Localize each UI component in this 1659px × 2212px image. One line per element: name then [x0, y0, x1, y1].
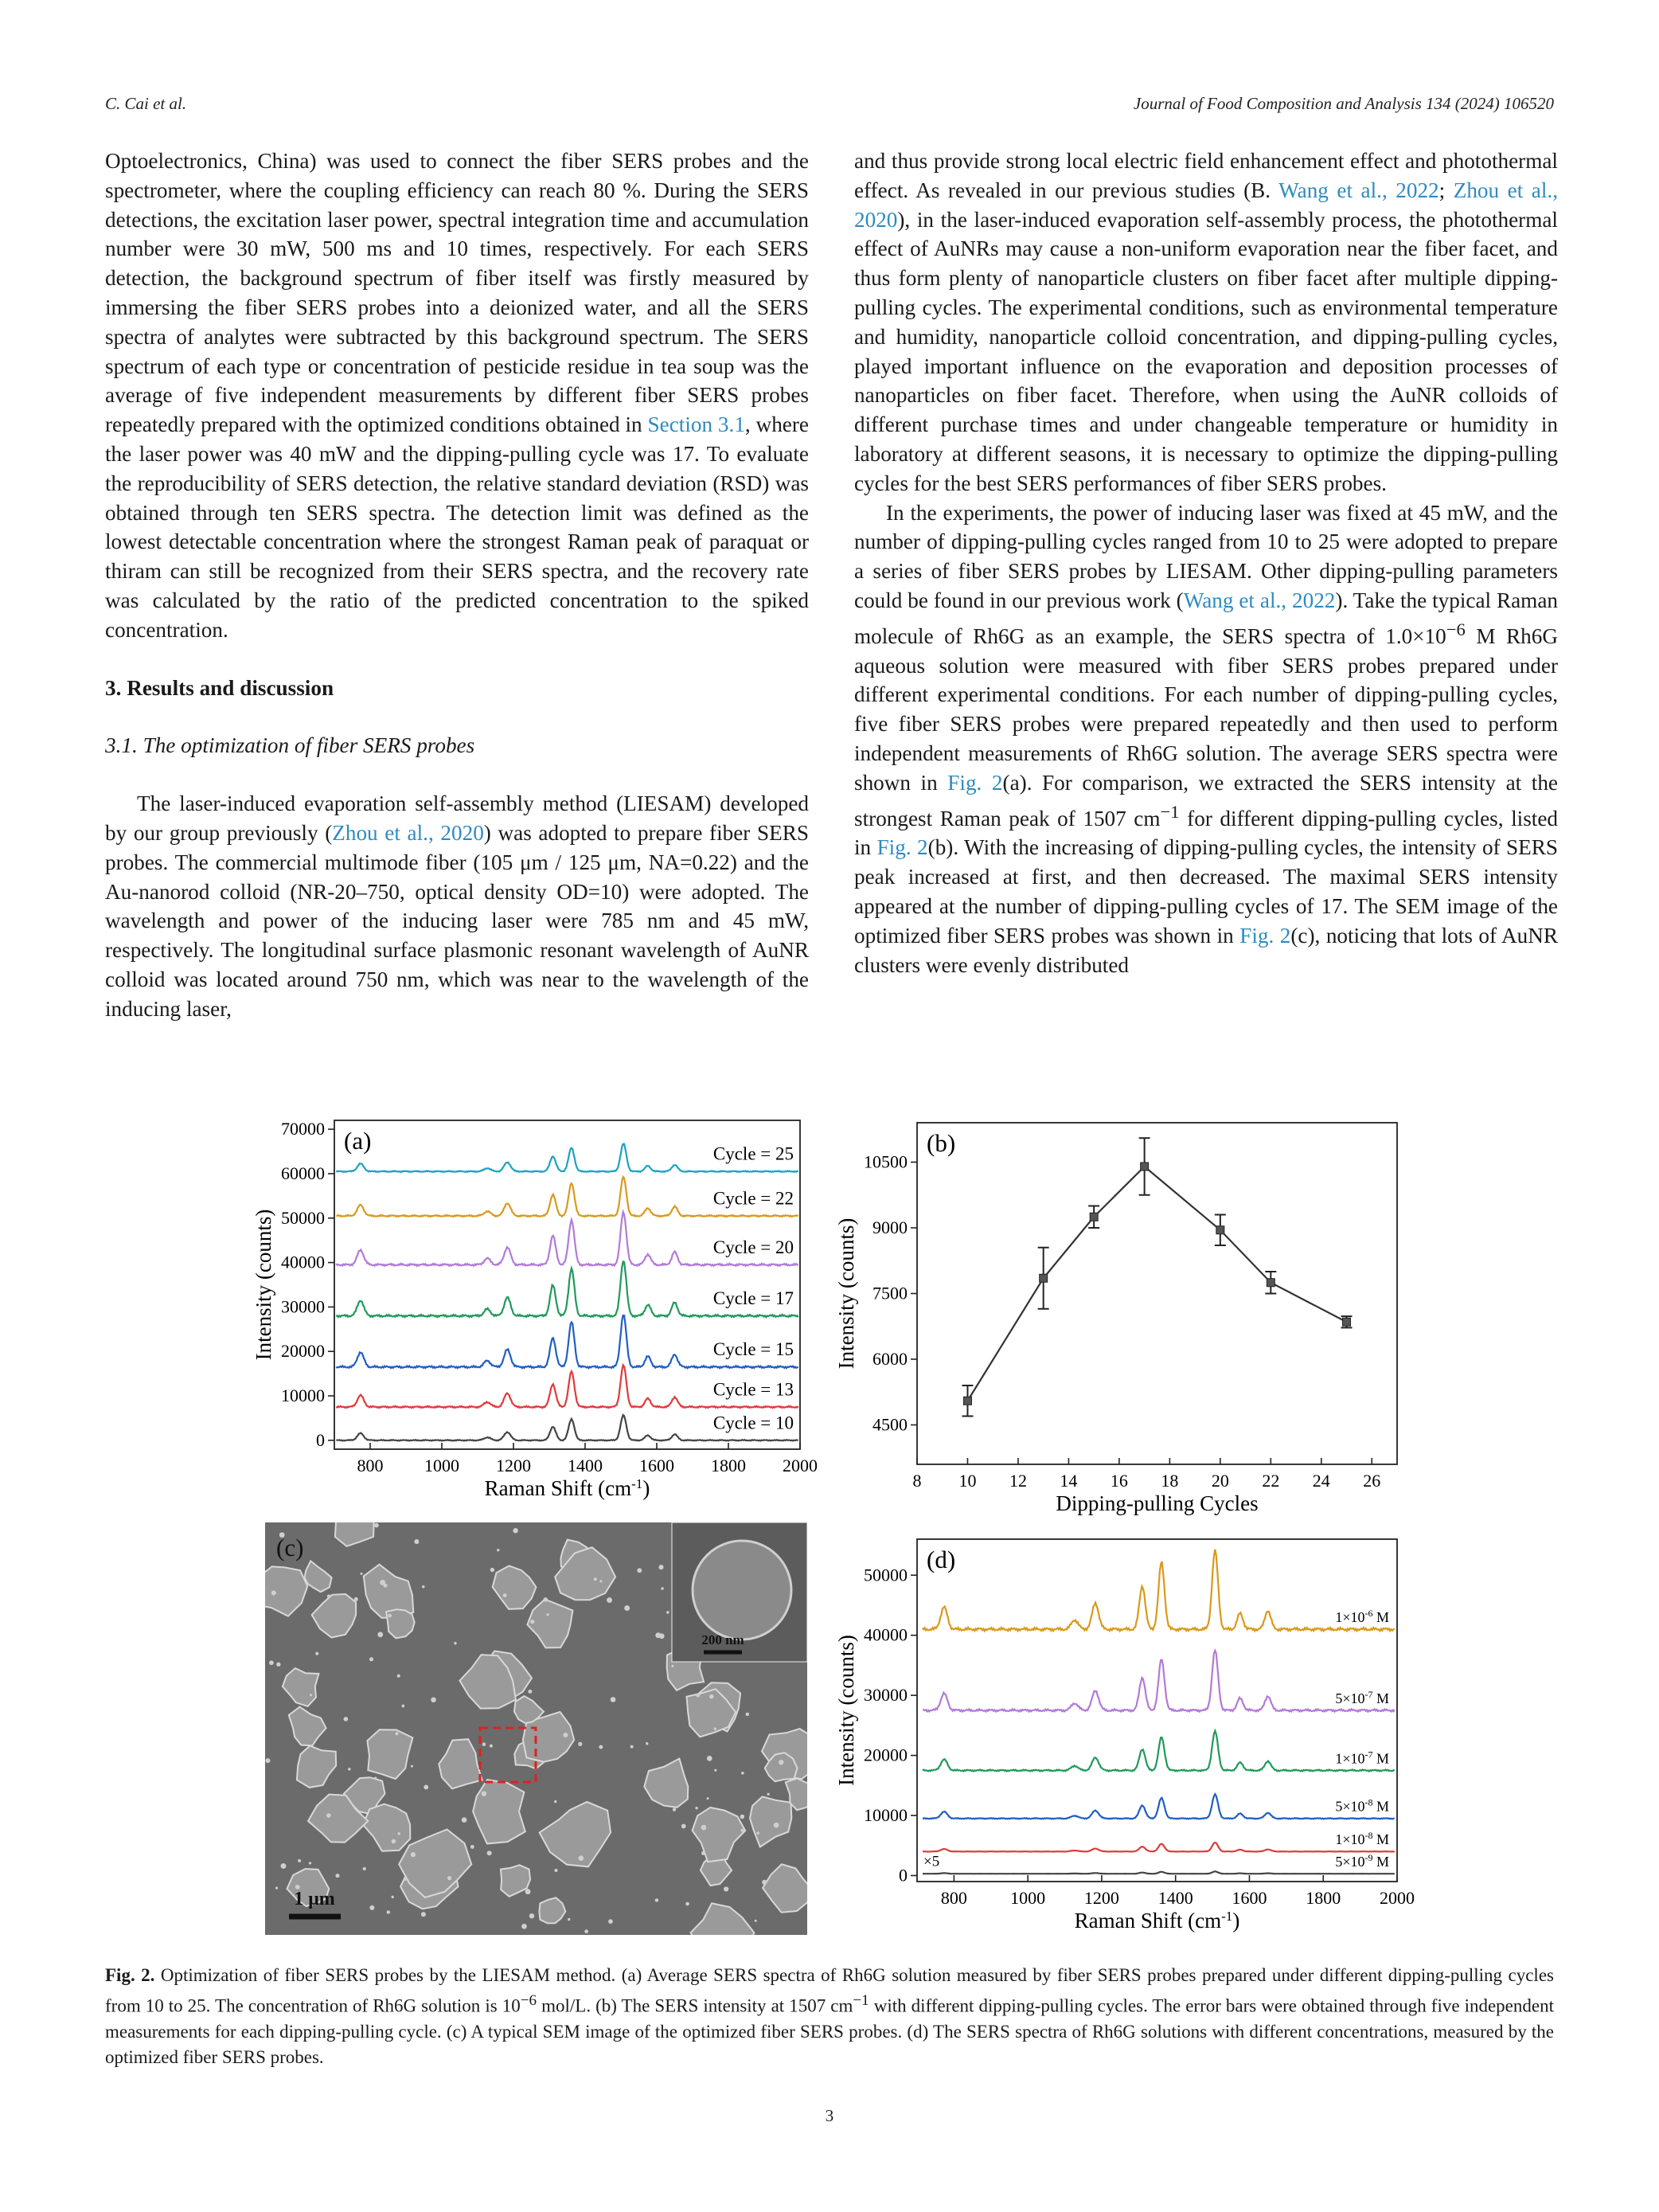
- x-tick-label: 1800: [1306, 1888, 1341, 1908]
- series-label: Cycle = 10: [712, 1413, 794, 1433]
- x-tick-label: 800: [940, 1888, 967, 1908]
- x-axis-label: Dipping-pulling Cycles: [1056, 1491, 1259, 1515]
- spectrum-line: [923, 1651, 1395, 1712]
- paragraph-experiments: In the experiments, the power of inducing laser was fixed at 45 mW, and the number of dipping-pulling cycles ranged from 10 to 25 were adopted to prepare a series of fiber SERS probes by LIESAM. Other dipping-pulling parameters could be found in our previous work (Wang et al., 2022). Take the typical Raman molecule of Rh6G as an example, the SERS spectra of $1.0\times 10^{-6}$ M Rh6G aqueous solution were measured with fiber SERS probes prepared under different experimental conditions. For each number of dipping-pulling cycles, five fiber SERS probes were prepared repeatedly and then used to perform independent measurements of Rh6G solution. The average SERS spectra were shown in Fig. 2(a). For comparison, we extracted the SERS intensity at the strongest Raman peak of 1507 $cm^{-1}$ for different dipping-pulling cycles, listed in Fig. 2(b). With the increasing of dipping-pulling cycles, the intensity of SERS peak increased at first, and then decreased. The maximal SERS intensity appeared at the number of dipping-pulling cycles of 17. The SEM image of the optimized fiber SERS probes was shown in Fig. 2(c), noticing that lots of AuNR clusters were evenly distributed: [854, 500, 1558, 977]
- sem-image: [265, 1522, 807, 1935]
- x-tick-label: 2000: [783, 1456, 818, 1475]
- link-wang-2022[interactable]: Wang et al., 2022: [1278, 178, 1439, 202]
- particle-dot: [401, 1705, 404, 1708]
- x-axis-label: Raman Shift $(cm^{-1})$: [484, 1475, 650, 1500]
- y-tick-label: 30000: [281, 1296, 325, 1317]
- particle-dot: [490, 1745, 493, 1748]
- particle-dot: [377, 1632, 383, 1637]
- particle-dot: [655, 1632, 661, 1638]
- x-tick-label: 1400: [1157, 1888, 1193, 1908]
- particle-dot: [454, 1642, 456, 1644]
- y-tick-label: 10500: [864, 1151, 908, 1172]
- particle-dot: [530, 1620, 534, 1624]
- trend-line: [967, 1167, 1346, 1401]
- spectrum-line: [923, 1843, 1395, 1852]
- particle-dot: [310, 1694, 312, 1696]
- data-point: [1343, 1318, 1351, 1326]
- y-axis-label: Intensity (counts): [834, 1217, 858, 1370]
- particle-dot: [774, 1823, 779, 1828]
- particle-dot: [335, 1874, 339, 1878]
- particle-dot: [599, 1580, 602, 1582]
- y-tick-label: 50000: [281, 1207, 325, 1228]
- particle-dot: [767, 1793, 769, 1796]
- particle-dot: [707, 1756, 712, 1761]
- particle-dot: [563, 1733, 568, 1737]
- particle-dot: [281, 1863, 287, 1869]
- inset-cluster: [693, 1541, 791, 1639]
- particle-dot: [756, 1831, 759, 1835]
- y-tick-label: 50000: [864, 1565, 908, 1585]
- panel-label: (b): [927, 1129, 956, 1157]
- data-point: [1040, 1274, 1048, 1282]
- particle-dot: [374, 1777, 377, 1780]
- series-label: Cycle = 15: [712, 1339, 794, 1360]
- link-fig-2[interactable]: Fig. 2: [947, 770, 1003, 795]
- particle-dot: [695, 1807, 697, 1809]
- particle-dot: [584, 1929, 588, 1933]
- particle-dot: [685, 1902, 689, 1906]
- particle-dot: [755, 1920, 757, 1922]
- particle-dot: [315, 1652, 318, 1655]
- particle-dot: [740, 1815, 745, 1819]
- data-point: [1141, 1163, 1149, 1170]
- series-label: Cycle = 20: [712, 1237, 794, 1257]
- spectra-chart-a: [239, 1111, 828, 1521]
- particle-dot: [681, 1824, 686, 1829]
- particle-dot: [746, 1713, 749, 1716]
- y-tick-label: 10000: [281, 1385, 325, 1406]
- particle-dot: [369, 1657, 373, 1661]
- particle-dot: [521, 1924, 527, 1929]
- spectrum-line: [923, 1550, 1395, 1632]
- particle-dot: [497, 1549, 499, 1551]
- particle-dot: [397, 1675, 400, 1678]
- particle-dot: [348, 1768, 350, 1770]
- scale-note: ×5: [923, 1853, 940, 1870]
- y-tick-label: 0: [316, 1429, 325, 1450]
- particle-dot: [578, 1855, 584, 1861]
- particle-dot: [709, 1694, 713, 1698]
- x-tick-label: 18: [1161, 1471, 1179, 1491]
- particle-dot: [414, 1539, 419, 1544]
- subsection-title: 3.1. The optimization of fiber SERS probes: [105, 733, 475, 758]
- particle-dot: [578, 1742, 582, 1746]
- spectrum-line: [923, 1794, 1395, 1819]
- data-point: [1267, 1279, 1275, 1287]
- particle-dot: [482, 1791, 486, 1796]
- figure-panel-c-sem-image: [265, 1522, 807, 1935]
- x-tick-label: 20: [1211, 1471, 1229, 1491]
- particle-dot: [392, 1839, 396, 1844]
- series-label: $1\times 10^{-6}$ M: [1335, 1608, 1389, 1626]
- section-title: 3. Results and discussion: [105, 675, 334, 700]
- y-tick-label: 60000: [281, 1163, 325, 1183]
- y-tick-label: 7500: [872, 1283, 908, 1303]
- y-tick-label: 70000: [281, 1119, 325, 1139]
- particle-dot: [363, 1867, 366, 1870]
- x-tick-label: 16: [1110, 1471, 1128, 1491]
- series-label: $5\times 10^{-8}$ M: [1335, 1796, 1389, 1815]
- x-tick-label: 10: [958, 1471, 977, 1491]
- particle-dot: [630, 1745, 634, 1749]
- x-tick-label: 8: [912, 1471, 922, 1491]
- particle-dot: [360, 1573, 362, 1575]
- link-fig-2[interactable]: Fig. 2: [1239, 923, 1291, 948]
- particle-dot: [447, 1876, 451, 1880]
- particle-dot: [529, 1913, 535, 1919]
- series-label: Cycle = 25: [712, 1143, 794, 1164]
- particle-dot: [528, 1690, 532, 1694]
- left-column: [105, 147, 809, 1024]
- x-tick-label: 1000: [1010, 1888, 1046, 1908]
- spectrum-line: [923, 1871, 1395, 1874]
- data-point: [963, 1397, 971, 1405]
- x-tick-label: 14: [1060, 1471, 1078, 1491]
- series-label: $5\times 10^{-7}$ M: [1335, 1688, 1389, 1706]
- particle-dot: [269, 1660, 274, 1665]
- particle-dot: [554, 1869, 557, 1872]
- x-tick-label: 2000: [1380, 1888, 1415, 1908]
- particle-dot: [724, 1886, 728, 1891]
- series-label: $5\times 10^{-9}$ M: [1335, 1852, 1389, 1870]
- particle-dot: [490, 1568, 494, 1572]
- particle-dot: [276, 1663, 280, 1667]
- particle-dot: [666, 1611, 669, 1614]
- particle-dot: [594, 1577, 597, 1581]
- link-fig-2[interactable]: Fig. 2: [876, 835, 928, 860]
- particle-dot: [388, 1614, 392, 1618]
- particle-dot: [741, 1772, 744, 1775]
- particle-dot: [421, 1912, 426, 1917]
- particle-dot: [646, 1742, 648, 1745]
- particle-dot: [271, 1590, 276, 1595]
- particle-dot: [762, 1880, 767, 1885]
- x-tick-label: 1600: [639, 1456, 674, 1475]
- particle-dot: [608, 1919, 613, 1924]
- particle-dot: [701, 1851, 705, 1855]
- series-label: Cycle = 13: [712, 1379, 794, 1400]
- series-label: Cycle = 22: [712, 1188, 794, 1209]
- particle-dot: [658, 1565, 663, 1569]
- figure-caption: Fig. 2. Optimization of fiber SERS probes by the LIESAM method. (a) Average SERS spectra of Rh6G solution measured by fiber SERS probes prepared under different dipping-pulling cycles from 10 to 25. The concentration of Rh6G solution is $10^{-6}$ mol/L. (b) The SERS intensity at 1507 $cm^{-1}$ with different dipping-pulling cycles. The error bars were obtained through five independent measurements for each dipping-pulling cycle. (c) A typical SEM image of the optimized fiber SERS probes. (d) The SERS spectra of Rh6G solutions with different concentrations, measured by the optimized fiber SERS probes.: [105, 1965, 1554, 2067]
- particle-dot: [298, 1859, 301, 1862]
- particle-dot: [374, 1523, 379, 1528]
- particle-dot: [397, 1832, 400, 1835]
- x-tick-label: 12: [1009, 1471, 1027, 1491]
- concentration-spectra-chart: [820, 1525, 1425, 1939]
- particle-dot: [411, 1765, 413, 1768]
- inset-scale-label: 200 nm: [701, 1632, 744, 1647]
- x-axis-label: Raman Shift $(cm^{-1})$: [1074, 1908, 1240, 1933]
- x-tick-label: 1000: [424, 1456, 459, 1475]
- particle-dot: [661, 1587, 664, 1590]
- particle-dot: [554, 1800, 556, 1803]
- x-tick-label: 1800: [711, 1456, 746, 1475]
- running-header-journal: Journal of Food Composition and Analysis 134 (2024) 106520: [1133, 94, 1554, 113]
- x-tick-label: 1200: [496, 1456, 531, 1475]
- particle-dot: [701, 1825, 707, 1831]
- particle-dot: [422, 1585, 425, 1589]
- particle-dot: [624, 1605, 630, 1611]
- particle-dot: [431, 1698, 436, 1703]
- particle-dot: [696, 1693, 700, 1697]
- particle-dot: [673, 1808, 676, 1811]
- particle-dot: [387, 1910, 390, 1913]
- particle-dot: [424, 1785, 428, 1790]
- particle-dot: [544, 1597, 548, 1602]
- x-tick-label: 1600: [1232, 1888, 1267, 1908]
- particle-dot: [546, 1613, 548, 1616]
- x-tick-label: 26: [1363, 1471, 1381, 1491]
- y-axis-label: Intensity (counts): [834, 1635, 858, 1786]
- page-number: 3: [825, 2106, 834, 2125]
- x-tick-label: 24: [1312, 1471, 1330, 1491]
- particle-dot: [344, 1717, 349, 1722]
- particle-dot: [611, 1697, 616, 1702]
- particle-dot: [714, 1769, 716, 1772]
- y-tick-label: 40000: [864, 1624, 908, 1645]
- spectrum-line: [923, 1731, 1395, 1772]
- particle-dot: [707, 1797, 709, 1800]
- y-tick-label: 40000: [281, 1252, 325, 1272]
- particle-dot: [354, 1597, 358, 1601]
- particle-dot: [513, 1528, 517, 1533]
- particle-dot: [470, 1845, 474, 1849]
- particle-dot: [404, 1877, 408, 1881]
- particle-dot: [568, 1918, 570, 1921]
- particle-dot: [503, 1593, 507, 1597]
- series-label: $1\times 10^{-7}$ M: [1335, 1749, 1389, 1767]
- right-column: [854, 147, 1558, 979]
- particle-dot: [779, 1760, 783, 1765]
- panel-label: (a): [344, 1127, 372, 1155]
- particle-dot: [395, 1732, 398, 1735]
- panel-label: (d): [927, 1546, 956, 1573]
- y-tick-label: 10000: [864, 1805, 908, 1826]
- y-tick-label: 20000: [281, 1341, 325, 1362]
- y-tick-label: 9000: [872, 1217, 908, 1237]
- particle-dot: [482, 1742, 486, 1745]
- particle-dot: [326, 1813, 331, 1818]
- particle-dot: [607, 1597, 612, 1603]
- data-point: [1090, 1213, 1098, 1221]
- y-tick-label: 6000: [872, 1349, 908, 1369]
- particle-dot: [740, 1829, 744, 1832]
- link-zhou-2020[interactable]: Zhou et al., 2020: [332, 820, 484, 845]
- x-tick-label: 1200: [1083, 1888, 1119, 1908]
- x-tick-label: 22: [1262, 1471, 1280, 1491]
- plot-frame: [917, 1123, 1397, 1464]
- particle-dot: [525, 1889, 531, 1894]
- particle-dot: [327, 1595, 331, 1599]
- y-tick-label: 30000: [864, 1685, 908, 1706]
- link-wang-2022[interactable]: Wang et al., 2022: [1183, 588, 1336, 612]
- particle-dot: [309, 1862, 311, 1864]
- link-zhou-2020[interactable]: Zhou et al., 2020: [854, 178, 1558, 232]
- particle-dot: [462, 1817, 467, 1823]
- particle-dot: [392, 1896, 394, 1898]
- y-axis-label: Intensity (counts): [252, 1209, 275, 1361]
- particle-dot: [369, 1905, 374, 1910]
- particle-dot: [714, 1728, 717, 1731]
- link-section-3-1[interactable]: Section 3.1: [647, 412, 745, 437]
- x-tick-label: 1400: [568, 1456, 603, 1475]
- particle-dot: [411, 1852, 416, 1857]
- particle-dot: [275, 1886, 278, 1889]
- figure-panel-a: [239, 1111, 828, 1521]
- scale-bar-label: 1 μm: [294, 1889, 335, 1909]
- y-tick-label: 20000: [864, 1745, 908, 1765]
- paragraph-methods-end: Optoelectronics, China) was used to connect the fiber SERS probes and the spectrometer, where the coupling efficiency can reach 80 %. During the SERS detections, the excitation laser power, spectral integration time and accumulation number were 30 mW, 500 ms and 10 times, respectively. For each SERS detection, the background spectrum of fiber itself was firstly measured by immersing the fiber SERS probes into a deionized water, and all the SERS spectra of analytes were subtracted by this background spectrum. The SERS spectrum of each type or concentration of pesticide residue in tea soup was the average of five independent measurements by different fiber SERS probes repeatedly prepared with the optimized conditions obtained in Section 3.1, where the laser power was 40 mW and the dipping-pulling cycle was 17. To evaluate the reproducibility of SERS detection, the relative standard deviation (RSD) was obtained through ten SERS spectra. The detection limit was defined as the lowest detectable concentration where the strongest Raman peak of paraquat or thiram can still be recognized from their SERS spectra, and the recovery rate was calculated by the ratio of the predicted concentration to the spiked concentration.: [105, 149, 809, 642]
- paragraph-photothermal: and thus provide strong local electric field enhancement effect and photothermal effect. As revealed in our previous studies (B. Wang et al., 2022; Zhou et al., 2020), in the laser-induced evaporation self-assembly process, the photothermal effect of AuNRs may cause a non-uniform evaporation near the fiber facet, and thus form plenty of nanoparticle clusters on fiber facet after multiple dipping-pulling cycles. The experimental conditions, such as environmental temperature and humidity, nanoparticle colloid concentration, and dipping-pulling cycles, played important influence on the evaporation and deposition processes of nanoparticles on fiber facet. Therefore, when using the AuNR colloids of different purchase times and under changeable temperature or humidity in laboratory at different seasons, it is necessary to optimize the dipping-pulling cycles for the best SERS performances of fiber SERS probes.: [854, 149, 1558, 495]
- x-tick-label: 800: [357, 1456, 384, 1475]
- intensity-vs-cycles-chart: [820, 1103, 1425, 1525]
- particle-dot: [384, 1584, 388, 1588]
- panel-label: (c): [276, 1534, 304, 1561]
- series-label: $1\times 10^{-8}$ M: [1335, 1830, 1389, 1848]
- series-label: Cycle = 17: [712, 1288, 794, 1309]
- data-point: [1216, 1226, 1224, 1234]
- particle-dot: [655, 1898, 658, 1901]
- particle-dot: [265, 1758, 270, 1763]
- figure-panel-b: [820, 1103, 1425, 1525]
- y-tick-label: 0: [899, 1865, 908, 1886]
- particle-dot: [671, 1665, 673, 1667]
- paragraph-liesam: The laser-induced evaporation self-assembly method (LIESAM) developed by our group previously (Zhou et al., 2020) was adopted to prepare fiber SERS probes. The commercial multimode fiber (105 μm / 125 μm, NA=0.22) and the Au-nanorod colloid (NR-20–750, optical density OD=10) were adopted. The wavelength and power of the inducing laser were 785 nm and 45 mW, respectively. The longitudinal surface plasmonic resonant wavelength of AuNR colloid was located around 750 nm, which was near to the wavelength of the inducing laser,: [105, 791, 809, 1021]
- running-header-authors: C. Cai et al.: [105, 94, 187, 113]
- figure-panel-d: [820, 1525, 1425, 1939]
- y-tick-label: 4500: [872, 1414, 908, 1435]
- particle-dot: [637, 1568, 642, 1573]
- particle-dot: [487, 1850, 492, 1855]
- particle-dot: [599, 1745, 603, 1749]
